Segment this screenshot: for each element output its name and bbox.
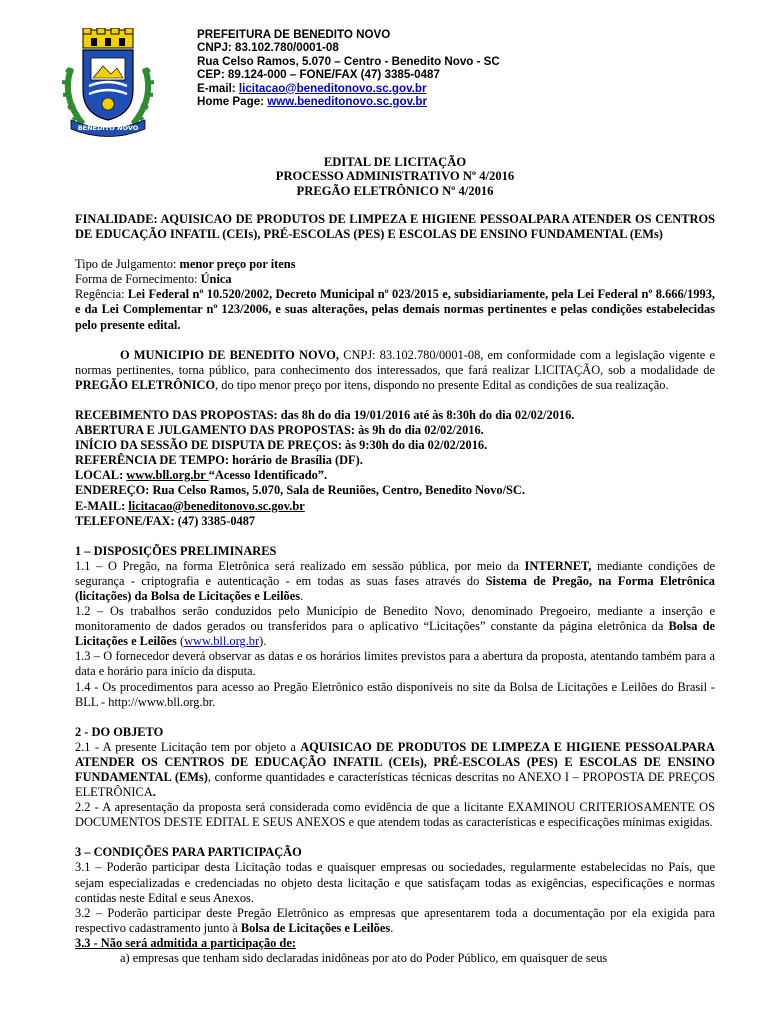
document-title: [75, 155, 715, 198]
org-home-label: Home Page:: [197, 95, 268, 109]
referencia-text: REFERÊNCIA DE TEMPO: horário de Brasília (DF).: [75, 453, 363, 468]
section-3-item-1: 3.1 – Poderão participar desta Licitação todas e quaisquer empresas ou sociedades, regularmente estabelecidas no País, que sejam especializadas e credenciadas no objeto desta licitação e que satisfaçam todas as exigências, especificações e normas contidas neste Edital e seus Anexos.: [75, 860, 715, 905]
org-home-line: [197, 95, 500, 108]
org-address: Rua Celso Ramos, 5.070 – Centro - Benedito Novo - SC: [197, 54, 500, 68]
section-3-item-2: [75, 906, 715, 936]
org-email-link[interactable]: licitacao@beneditonovo.sc.gov.br: [238, 81, 427, 95]
title-line-3: PREGÃO ELETRÔNICO Nº 4/2016: [296, 183, 494, 198]
endereco-text: ENDEREÇO: Rua Celso Ramos, 5.070, Sala de Reuniões, Centro, Benedito Novo/SC.: [75, 483, 525, 498]
s2p1b: AQUISICAO DE PRODUTOS DE LIMPEZA E HIGIENE PESSOALPARA ATENDER OS CENTROS DE EDUCAÇÃO INFATIL (CEIs), PRÉ-ESCOLAS (PES) E ESCOLAS DE ENSINO FUNDAMENTAL (EMs): [75, 739, 715, 784]
intro-municipio: O MUNICIPIO DE BENEDITO NOVO,: [120, 347, 340, 362]
section-2: [75, 725, 715, 831]
finalidade: [75, 212, 715, 242]
schedule-recebimento: [75, 408, 715, 423]
regencia-value: Lei Federal nº 10.520/2002, Decreto Municipal nº 023/2015 e, subsidiariamente, pela Lei Federal nº 8.666/1993, e da Lei Complementar nº 123/2006, e suas alterações, pelas demais normas pertinentes e pelas condições estabelecidas pelo presente edital.: [75, 287, 715, 332]
s1p1a: 1.1 – O Pregão, na forma Eletrônica será realizado em sessão pública, por meio da: [75, 558, 525, 573]
intro-text-1: CNPJ: 83.102.780/0001-08, em conformidade com a legislação vigente e normas pertinentes, torna público, para conhecimento dos interessados, que fará realizar LICITAÇÃO, sob a modalidade de: [75, 347, 715, 377]
schedule-block: [75, 408, 715, 529]
section-3-title: 3 – CONDIÇÕES PARA PARTICIPAÇÃO: [75, 845, 302, 860]
schedule-endereco: [75, 483, 715, 498]
s1p2c: (: [176, 634, 185, 649]
schedule-inicio: [75, 438, 715, 453]
finalidade-text: FINALIDADE: AQUISICAO DE PRODUTOS DE LIMPEZA E HIGIENE PESSOALPARA ATENDER OS CENTROS DE EDUCAÇÃO INFATIL (CEIs), PRÉ-ESCOLAS (PES) E ESCOLAS DE ENSINO FUNDAMENTAL (EMs): [75, 212, 715, 242]
fornecimento-label: Forma de Fornecimento:: [75, 272, 201, 287]
intro-text-2: , do tipo menor preço por itens, dispondo no presente Edital as condições de sua realização.: [215, 377, 669, 392]
s1p2d: ).: [259, 634, 267, 649]
section-3-heading: [75, 845, 715, 860]
document-body: [75, 212, 715, 966]
section-1-item-4: 1.4 - Os procedimentos para acesso ao Pregão Eletrônico estão disponíveis no site da Bolsa de Licitações e Leilões do Brasil - BLL - http://www.bll.org.br.: [75, 679, 715, 709]
s1p2a: 1.2 – Os trabalhos serão conduzidos pelo Município de Benedito Novo, denominado Pregoeiro, mediante a inserção e monitoramento de dados gerados ou transferidos para o aplicativo “Licitações” constante da página eletrônica da: [75, 604, 715, 634]
title-line-1: EDITAL DE LICITAÇÃO: [323, 155, 467, 169]
schedule-referencia: [75, 453, 715, 468]
section-3-item-3a: a) empresas que tenham sido declaradas inidôneas por ato do Poder Público, em quaisquer de seus: [120, 951, 608, 966]
organization-info: [197, 28, 500, 108]
s3p2c: .: [390, 920, 394, 935]
s1p1b: INTERNET,: [524, 558, 592, 573]
org-email-label: E-mail:: [197, 81, 239, 95]
seal-ribbon-text: BENEDITO NOVO: [77, 124, 139, 132]
schedule-email: [75, 499, 715, 514]
regencia: [75, 287, 715, 332]
recebimento-text: RECEBIMENTO DAS PROPOSTAS: das 8h do dia 19/01/2016 até às 8:30h do dia 02/02/2016.: [75, 407, 575, 422]
abertura-text: ABERTURA E JULGAMENTO DAS PROPOSTAS: às 9h do dia 02/02/2016.: [75, 423, 484, 438]
forma-fornecimento: [75, 272, 715, 287]
section-1-item-3: 1.3 – O fornecedor deverá observar as datas e os horários limites previstos para a abertura da proposta, atentando também para a data e horário para início da disputa.: [75, 649, 715, 679]
inicio-text: INÍCIO DA SESSÃO DE DISPUTA DE PREÇOS: às 9:30h do dia 02/02/2016.: [75, 438, 488, 453]
julgamento-value: menor preço por itens: [179, 257, 296, 272]
org-email-line: [197, 82, 500, 95]
schedule-telefone: [75, 514, 715, 529]
s1p2b: Bolsa de Licitações e Leilões: [75, 619, 715, 649]
letterhead: [75, 28, 715, 138]
org-name: PREFEITURA DE BENEDITO NOVO: [197, 28, 391, 41]
s2p1d: .: [152, 785, 156, 800]
section-1-item-1: [75, 559, 715, 604]
section-3: [75, 845, 715, 966]
section-3-item-3: [75, 936, 715, 951]
intro-paragraph: [75, 348, 715, 393]
org-cep-phone: CEP: 89.124-000 – FONE/FAX (47) 3385-0487: [197, 68, 440, 82]
section-1: [75, 544, 715, 710]
local-label: LOCAL:: [75, 468, 127, 483]
intro-modalidade: PREGÃO ELETRÔNICO: [75, 377, 216, 392]
s3p2a: 3.2 – Poderão participar deste Pregão Eletrônico as empresas que apresentarem toda a documentação por ela exigida para respectivo cadastramento junto à: [75, 905, 715, 935]
org-home-link[interactable]: www.beneditonovo.sc.gov.br: [267, 95, 427, 109]
local-rest: “Acesso Identificado”.: [208, 468, 328, 483]
schedule-email-link[interactable]: licitacao@beneditonovo.sc.gov.br: [128, 498, 305, 513]
section-2-item-2: 2.2 - A apresentação da proposta será considerada como evidência de que a licitante EXAMINOU CRITERIOSAMENTE OS DOCUMENTOS DESTE EDITAL E SEUS ANEXOS e que atendem todas as características e especificações mínimas exigidas.: [75, 800, 715, 830]
section-2-heading: [75, 725, 715, 740]
s1p1c: mediante condições de segurança - criptografia e autenticação - em todas as suas fases através do: [75, 558, 715, 588]
bll-link[interactable]: www.bll.org.br: [184, 634, 260, 649]
municipal-seal-icon: [53, 28, 163, 138]
s3p2b: Bolsa de Licitações e Leilões: [240, 920, 391, 935]
telefone-text: TELEFONE/FAX: (47) 3385-0487: [75, 513, 256, 528]
julgamento-label: Tipo de Julgamento:: [75, 257, 180, 272]
s1p1d: Sistema de Pregão, na Forma Eletrônica (licitações) da Bolsa de Licitações e Leilões: [75, 573, 715, 603]
section-1-item-2: [75, 604, 715, 649]
org-cnpj: CNPJ: 83.102.780/0001-08: [197, 41, 339, 55]
regencia-label: Regência:: [75, 287, 128, 302]
schedule-local: [75, 468, 715, 483]
fornecimento-value: Única: [200, 272, 232, 287]
section-1-title: 1 – DISPOSIÇÕES PRELIMINARES: [75, 543, 277, 558]
s2p1c: , conforme quantidades e características técnicas descritas no ANEXO I – PROPOSTA DE PREÇOS ELETRÔNICA: [75, 770, 715, 800]
title-line-2: PROCESSO ADMINISTRATIVO Nº 4/2016: [275, 169, 515, 184]
section-2-item-1: [75, 740, 715, 800]
local-link[interactable]: www.bll.org.br: [126, 468, 209, 483]
section-1-heading: [75, 544, 715, 559]
tipo-julgamento: [75, 257, 715, 272]
schedule-abertura: [75, 423, 715, 438]
s3p3: 3.3 - Não será admitida a participação de:: [75, 935, 296, 950]
schedule-email-label: E-MAIL:: [75, 498, 129, 513]
section-2-title: 2 - DO OBJETO: [75, 724, 164, 739]
s1p1e: .: [300, 588, 304, 603]
s2p1a: 2.1 - A presente Licitação tem por objeto a: [75, 739, 301, 754]
